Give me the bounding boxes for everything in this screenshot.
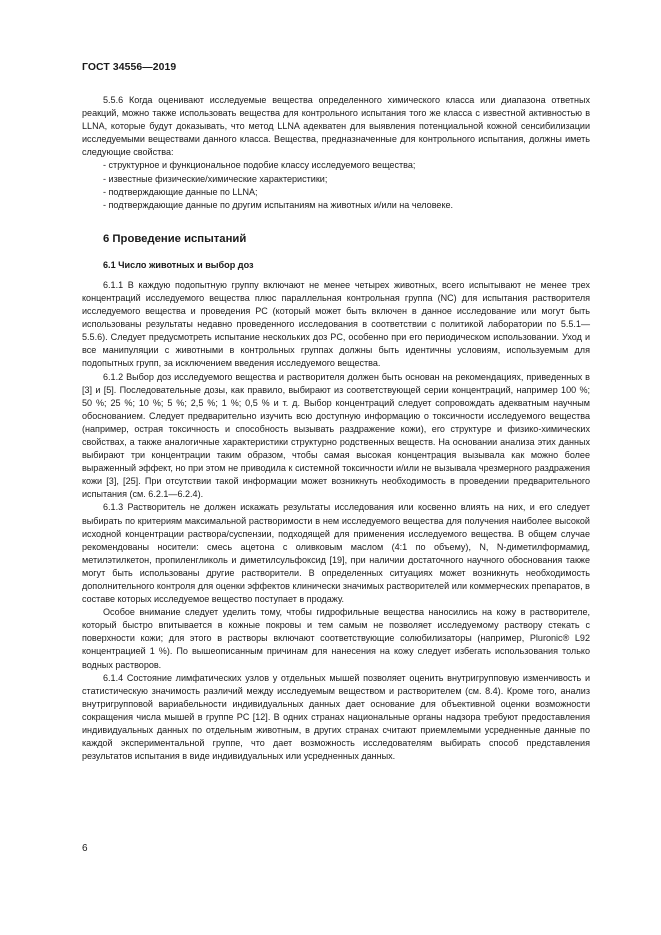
list-item: - структурное и функциональное подобие классу исследуемого вещества; — [103, 160, 416, 171]
paragraph-6-1-3-cont: Особое внимание следует уделить тому, чтобы гидрофильные вещества наносились на кожу в растворителе, который быстро впитывается в кожные покровы и тем самым не позволяет исследуемому раствору стекать с поверхности кожи; для этого в растворы включают соответствующие солюбилизаторы (например, Pluronic® L92 концентрацией 1 %). По вышеописанным причинам для нанесения на кожу следует избегать использования только водных растворов. — [82, 607, 590, 670]
paragraph-6-1-1: 6.1.1 В каждую подопытную группу включают не менее четырех животных, всего испытывают не менее трех концентраций исследуемого вещества плюс параллельная контрольная группа (NC) для испытания растворителя исследуемого вещества и проведения PC (который может быть включен в данное исследование или могут быть использованы результаты недавно проведенного исследования в соответствии с политикой лаборатории по 5.5.1—5.5.6). Следует предусмотреть испытание нескольких доз PC, особенно при его периодическом использовании. Уход и все манипуляции с животными в контрольных группах должны быть идентичны условиям, используемым для подопытных групп, за исключением введения исследуемого вещества. — [82, 279, 590, 369]
page-number: 6 — [82, 843, 88, 854]
list-item: - подтверждающие данные по LLNA; — [103, 186, 258, 197]
paragraph-6-1-2: 6.1.2 Выбор доз исследуемого вещества и растворителя должен быть основан на рекомендациях, приведенных в [3] и [5]. Последовательные дозы, как правило, выбирают из соответствующей серии концентраций, например 100 %; 50 %; 25 %; 10 %; 5 %; 2,5 %; 1 %; 0,5 % и т. д. Выбор концентраций следует сопровождать адекватным научным обоснованием. Следует предварительно изучить всю доступную информацию о токсичности исследуемого вещества (например, острая токсичность и способность вызывать раздражение кожи), его структуре и физико-химических свойствах, а также аналогичные характеристики структурно родственных веществ. На основании анализа этих данных выбирают три концентрации таким образом, чтобы самая высокая концентрация вызывала как можно более выраженный эффект, но при этом не приводила к системной токсичности и/или не вызывала чрезмерного раздражения кожи [3], [25]. При отсутствии такой информации может возникнуть необходимость в проведении предварительного испытания (см. 6.2.1—6.2.4). — [82, 371, 590, 500]
paragraph-6-1-4: 6.1.4 Состояние лимфатических узлов у отдельных мышей позволяет оценить внутригрупповую изменчивость и статистическую значимость различий между исследуемым веществом и растворителем (см. 8.4). Кроме того, анализ внутригрупповой вариабельности индивидуальных данных дает основание для объективной оценки возможности сокращения числа мышей в группе PC [12]. В одних странах национальные органы надзора требуют предоставления индивидуальных данных по отдельным животным, в других странах считают приемлемыми усредненные данные по каждой экспериментальной группе, что дает возможность исследователям выбирать способ представления результатов испытания в виде индивидуальных или усредненных данных. — [82, 672, 590, 762]
document-header: ГОСТ 34556—2019 — [82, 62, 177, 73]
page-content — [82, 94, 590, 763]
section-6-1-heading: 6.1 Число животных и выбор доз — [103, 259, 254, 270]
section-6-heading: 6 Проведение испытаний — [103, 232, 247, 245]
paragraph-5-5-6: 5.5.6 Когда оценивают исследуемые вещества определенного химического класса или диапазона ответных реакций, можно также использовать вещества для контрольного испытания того же класса с известной активностью в LLNA, которые будут доказывать, что метод LLNA адекватен для выявления потенциальной кожной сенсибилизации исследуемыми веществами данного класса. Вещества, предназначенные для контрольного испытания, должны иметь следующие свойства: — [82, 95, 590, 158]
list-item: - подтверждающие данные по другим испытаниям на животных и/или на человеке. — [103, 199, 454, 210]
properties-list — [82, 159, 590, 211]
paragraph-6-1-3: 6.1.3 Растворитель не должен искажать результаты исследования или косвенно влиять на них, и его следует выбирать по критериям максимальной растворимости в нем исследуемого вещества для получения наиболее высокой исходной концентрации раствора/суспензии, подходящей для применения исследуемого вещества. В общем случае рекомендованы носители: смесь ацетона с оливковым маслом (4:1 по объему), N, N-диметилформамид, метилэтилкетон, пропиленгликоль и диметилсульфоксид [19], при наличии достаточного научного обоснования также могут быть использованы другие растворители. В определенных ситуациях может возникнуть необходимость дополнительного контроля для оценки эффектов клинически значимых растворителей или коммерческих препаратов, в составе которых исследуемое вещество поступает в продажу. — [82, 502, 590, 605]
list-item: - известные физические/химические характеристики; — [103, 173, 328, 184]
